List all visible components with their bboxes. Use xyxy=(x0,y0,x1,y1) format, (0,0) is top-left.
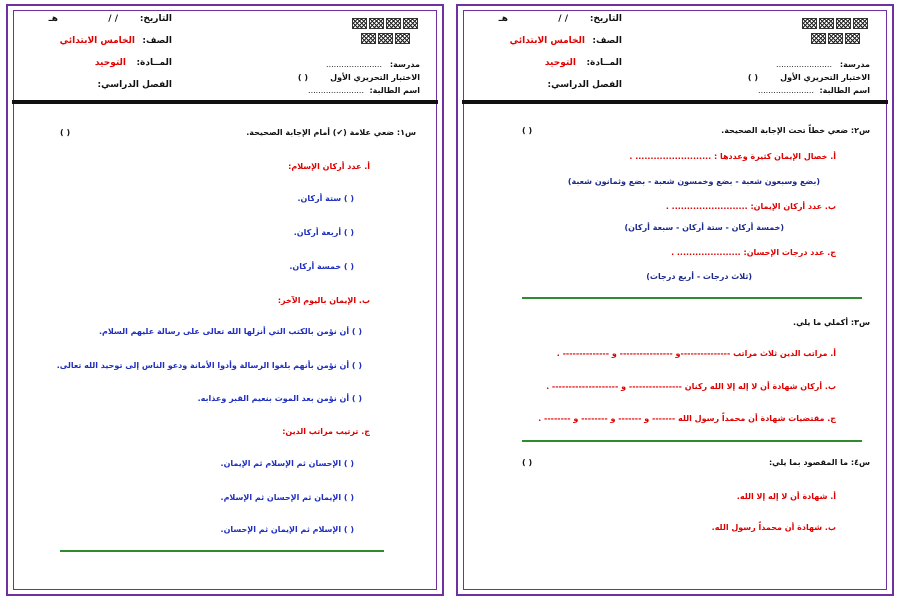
q4-a: أ. شهادة أن لا إله إلا الله. xyxy=(736,492,836,501)
q1-b-option-3[interactable]: ( ) أن نؤمن بعد الموت بنعيم القبر وعذابه. xyxy=(197,394,362,403)
hijri-mark: هـ xyxy=(48,14,58,24)
subject-label: المــادة: xyxy=(586,58,622,68)
q1-c-option-1[interactable]: ( ) الإحسان ثم الإسلام ثم الإيمان. xyxy=(220,459,354,468)
grade-value: الخامس الابتدائي xyxy=(509,36,585,46)
q2-score: ( ) xyxy=(522,126,533,135)
q1-c-label: ج. ترتيب مراتب الدين: xyxy=(282,427,370,436)
q3-b[interactable]: ب. أركان شهادة أن لا إله إلا الله ركنان ---------------- و -------------------- . xyxy=(546,382,836,391)
date-slashes: / / xyxy=(108,14,118,24)
student-dots: ...................... xyxy=(758,86,814,95)
section-divider xyxy=(522,297,862,299)
exam-title: الاختبار التحريري الأول xyxy=(780,73,870,82)
school-dots: ...................... xyxy=(326,60,382,69)
grade-value: الخامس الابتدائي xyxy=(59,36,135,46)
date-label: التاريخ: xyxy=(589,14,622,24)
q2-c-label: ج. عدد درجات الإحسان: ..................... . xyxy=(671,248,836,257)
q4-score: ( ) xyxy=(522,458,533,467)
q3-title: س٣: أكملي ما يلي. xyxy=(793,318,870,327)
section-divider xyxy=(522,440,862,442)
subject-label: المــادة: xyxy=(136,58,172,68)
term-label: الفصل الدراسي: xyxy=(97,80,172,90)
school-label: مدرسة: xyxy=(389,60,420,69)
student-label: اسم الطالبة: xyxy=(369,86,420,95)
student-dots: ...................... xyxy=(308,86,364,95)
q1-a-option-3[interactable]: ( ) خمسة أركان. xyxy=(289,262,354,271)
page-inner-frame xyxy=(463,10,887,590)
grade-label: الصف: xyxy=(142,36,172,46)
exam-page-left xyxy=(6,4,444,596)
school-label: مدرسة: xyxy=(839,60,870,69)
ministry-logo xyxy=(352,18,418,44)
q1-c-option-2[interactable]: ( ) الإيمان ثم الإحسان ثم الإسلام. xyxy=(220,493,354,502)
exam-paren: ( ) xyxy=(747,73,758,82)
q2-a-label: أ. خصال الإيمان كثيرة وعددها : ......................... . xyxy=(629,152,836,161)
q1-b-label: ب. الإيمان باليوم الآخر: xyxy=(277,296,370,305)
exam-paren: ( ) xyxy=(297,73,308,82)
page-inner-frame xyxy=(13,10,437,590)
q4-b: ب. شهادة أن محمداً رسول الله. xyxy=(711,523,836,532)
q1-a-option-1[interactable]: ( ) ستة أركان. xyxy=(297,194,354,203)
q1-a-label: أ. عدد أركان الإسلام: xyxy=(288,162,370,171)
date-label: التاريخ: xyxy=(139,14,172,24)
term-label: الفصل الدراسي: xyxy=(547,80,622,90)
q2-b-choices[interactable]: (خمسة أركان - ستة أركان - سبعة أركان) xyxy=(624,223,784,232)
q1-b-option-2[interactable]: ( ) أن نؤمن بأنهم بلغوا الرسالة وأدوا الأمانة ودعو الناس إلى توحيد الله تعالى. xyxy=(56,361,362,370)
section-divider xyxy=(60,550,384,552)
student-label: اسم الطالبة: xyxy=(819,86,870,95)
q2-title: س٢: ضعي خطاً تحت الإجابة الصحيحة. xyxy=(721,126,870,135)
date-slashes: / / xyxy=(558,14,568,24)
school-dots: ...................... xyxy=(776,60,832,69)
exam-title: الاختبار التحريري الأول xyxy=(330,73,420,82)
q2-a-choices[interactable]: (بضع وسبعون شعبة - بضع وخمسون شعبة - بضع وثمانون شعبة) xyxy=(567,177,820,186)
q2-b-label: ب. عدد أركان الإيمان: ......................... . xyxy=(665,202,836,211)
q1-title: س١: ضعي علامة (✔) أمام الإجابة الصحيحة. xyxy=(246,128,416,137)
q2-c-choices[interactable]: (ثلاث درجات - أربع درجات) xyxy=(646,272,752,281)
q1-score: ( ) xyxy=(60,128,71,137)
grade-label: الصف: xyxy=(592,36,622,46)
header-divider xyxy=(12,100,438,104)
q3-c[interactable]: ج. مقتضيات شهادة أن محمداً رسول الله ------- و ------- و -------- و -------- . xyxy=(538,414,836,423)
q1-a-option-2[interactable]: ( ) أربعة أركان. xyxy=(293,228,354,237)
q4-title: س٤: ما المقصود بما يلي: xyxy=(768,458,870,467)
hijri-mark: هـ xyxy=(498,14,508,24)
q1-c-option-3[interactable]: ( ) الإسلام ثم الإيمان ثم الإحسان. xyxy=(220,525,354,534)
subject-value: التوحيد xyxy=(94,58,126,68)
exam-page-right xyxy=(456,4,894,596)
q3-a[interactable]: أ. مراتب الدين ثلاث مراتب ---------------و ---------------- و -------------- . xyxy=(556,349,836,358)
header-divider xyxy=(462,100,888,104)
subject-value: التوحيد xyxy=(544,58,576,68)
ministry-logo xyxy=(802,18,868,44)
q1-b-option-1[interactable]: ( ) أن نؤمن بالكتب التي أنزلها الله تعالى على رسالة عليهم السلام. xyxy=(98,327,362,336)
